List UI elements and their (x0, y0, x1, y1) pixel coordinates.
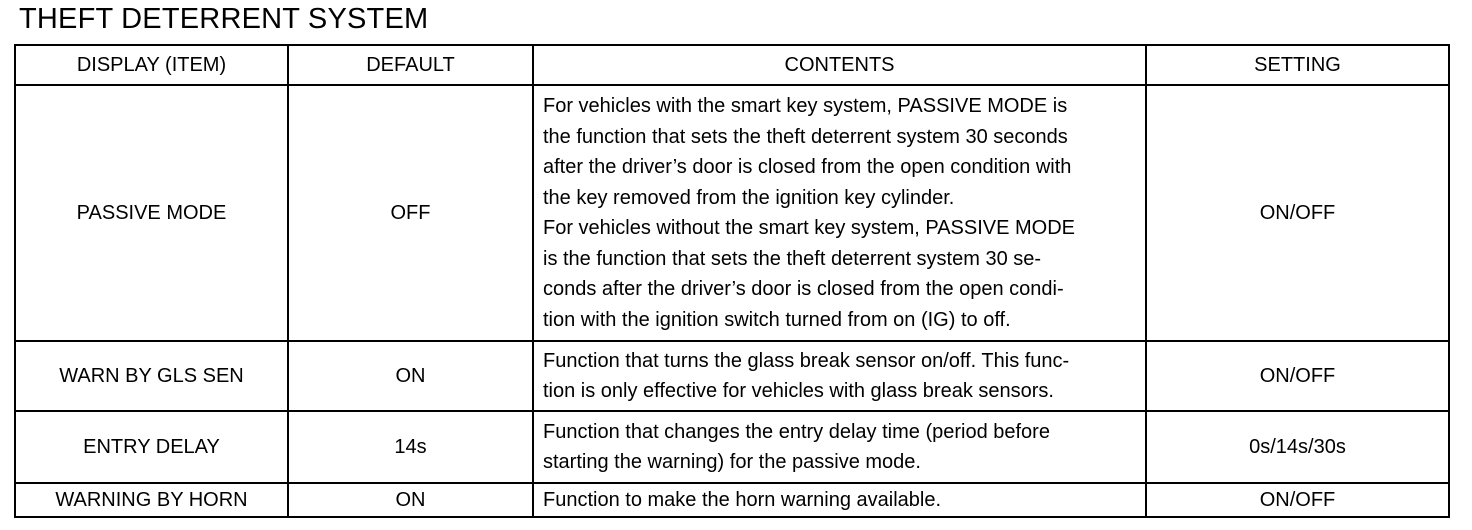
item-cell: WARNING BY HORN (15, 483, 288, 517)
header-default: DEFAULT (288, 45, 533, 85)
contents-cell (533, 85, 1146, 341)
contents-line: For vehicles without the smart key system, PASSIVE MODE (543, 217, 1076, 239)
contents-line: For vehicles with the smart key system, PASSIVE MODE is (543, 95, 1068, 117)
contents-line: conds after the driver’s door is closed from the open condi- (543, 278, 1064, 300)
contents-line: Function that changes the entry delay time (period before (543, 420, 1050, 443)
contents-cell (533, 483, 1146, 517)
table-row (15, 85, 1449, 341)
header-contents: CONTENTS (533, 45, 1146, 85)
page-title: THEFT DETERRENT SYSTEM (19, 3, 429, 35)
default-cell: ON (288, 341, 533, 411)
contents-line: after the driver’s door is closed from the open condition with (543, 156, 1072, 178)
header-display-item: DISPLAY (ITEM) (15, 45, 288, 85)
default-cell: ON (288, 483, 533, 517)
setting-cell: ON/OFF (1146, 341, 1449, 411)
table-row (15, 411, 1449, 483)
setting-cell: 0s/14s/30s (1146, 411, 1449, 483)
contents-line: starting the warning) for the passive mode. (543, 451, 921, 473)
setting-cell: ON/OFF (1146, 483, 1449, 517)
table-header-row (15, 45, 1449, 85)
table-row (15, 483, 1449, 517)
item-cell: ENTRY DELAY (15, 411, 288, 483)
table-row (15, 341, 1449, 411)
item-cell: WARN BY GLS SEN (15, 341, 288, 411)
contents-line: tion with the ignition switch turned from on (IG) to off. (543, 308, 1011, 331)
contents-line: the function that sets the theft deterrent system 30 seconds (543, 125, 1068, 148)
contents-cell (533, 411, 1146, 483)
contents-line: tion is only effective for vehicles with glass break sensors. (543, 380, 1054, 402)
setting-cell: ON/OFF (1146, 85, 1449, 341)
contents-line: is the function that sets the theft deterrent system 30 se- (543, 247, 1042, 270)
default-cell: OFF (288, 85, 533, 341)
item-cell: PASSIVE MODE (15, 85, 288, 341)
contents-cell (533, 341, 1146, 411)
contents-line: the key removed from the ignition key cylinder. (543, 186, 955, 209)
theft-deterrent-table (14, 44, 1450, 518)
default-cell: 14s (288, 411, 533, 483)
contents-line: Function to make the horn warning available. (543, 488, 942, 511)
header-setting: SETTING (1146, 45, 1449, 85)
contents-line: Function that turns the glass break sensor on/off. This func- (543, 349, 1070, 372)
